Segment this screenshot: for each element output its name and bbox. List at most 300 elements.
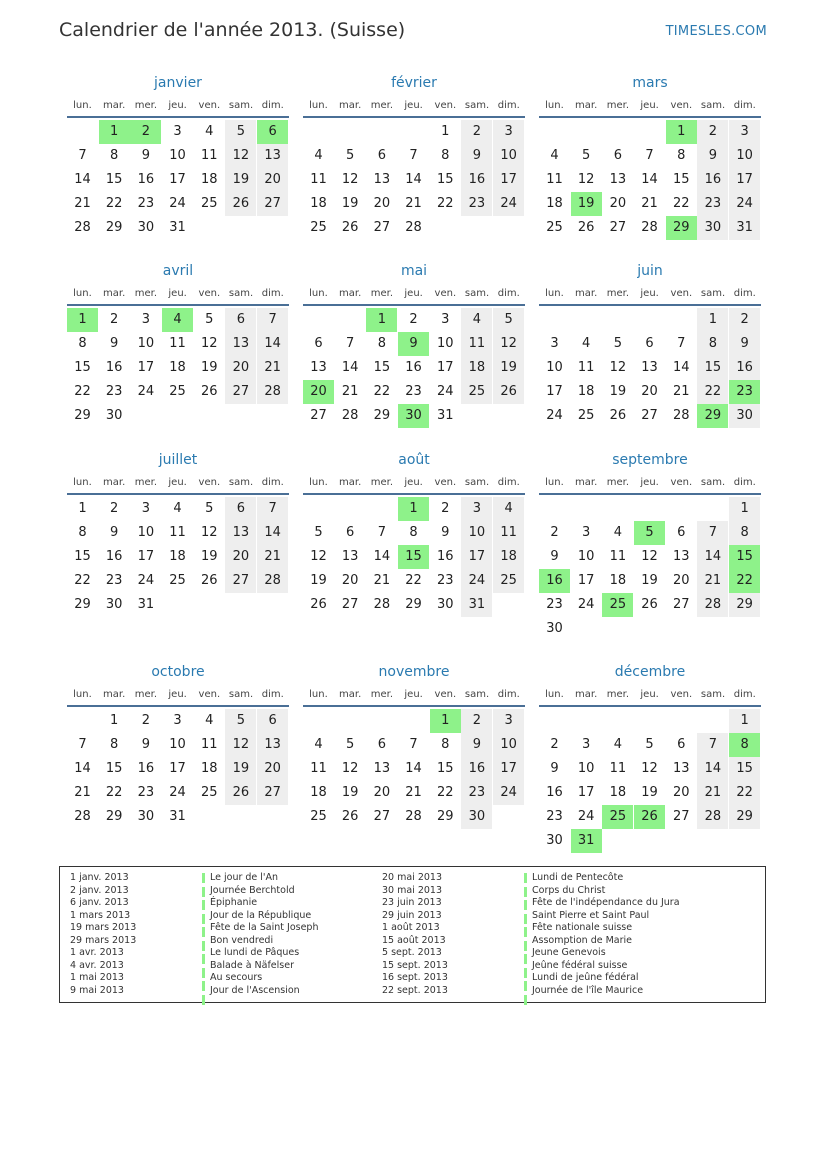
day-cell: 4	[314, 737, 323, 752]
day-cell: 6	[677, 525, 686, 540]
day-cell: 23	[405, 384, 422, 399]
day-cell: 28	[672, 408, 690, 423]
weekday-label: sam.	[700, 476, 726, 488]
month-name: août	[398, 452, 430, 468]
legend-date: 23 juin 2013	[382, 897, 442, 908]
day-cell: 5	[493, 308, 524, 332]
weekday-label: mar.	[103, 688, 126, 700]
legend-marker	[202, 873, 205, 886]
day-cell: 24	[729, 192, 760, 216]
brand-link[interactable]: TIMESLES.COM	[665, 24, 767, 39]
day-cell: 31	[137, 597, 155, 612]
day-cell: 15	[436, 172, 454, 187]
day-cell: 14	[405, 172, 422, 187]
legend-holiday-name: Jeune Genevois	[532, 947, 606, 958]
weekday-label: jeu.	[168, 287, 187, 299]
month-name: juillet	[158, 452, 198, 468]
legend-holiday-name: Bon vendredi	[210, 934, 274, 946]
day-cell: 17	[493, 168, 524, 192]
day-cell: 20	[303, 380, 334, 404]
weekday-label: jeu.	[168, 688, 187, 700]
day-cell: 15	[729, 545, 760, 569]
day-cell: 17	[169, 172, 186, 187]
day-cell: 2	[141, 713, 151, 728]
day-cell: 2	[461, 120, 492, 144]
weekday-label: ven.	[198, 476, 221, 488]
weekday-header	[67, 473, 289, 495]
day-cell: 24	[137, 384, 155, 399]
day-cell-empty	[634, 120, 665, 144]
month-name: mars	[632, 75, 668, 91]
day-grid	[67, 497, 289, 617]
weekday-label: sam.	[228, 688, 254, 700]
holiday-legend	[59, 866, 766, 1003]
day-cell: 14	[74, 172, 91, 187]
day-cell: 20	[257, 168, 288, 192]
month-6	[67, 450, 289, 617]
day-grid	[303, 120, 525, 240]
weekday-label: jeu.	[404, 476, 423, 488]
day-cell: 11	[577, 360, 595, 375]
day-cell: 16	[546, 785, 563, 800]
weekday-label: jeu.	[640, 688, 659, 700]
day-cell: 14	[405, 761, 422, 776]
day-cell: 16	[137, 172, 155, 187]
day-cell: 9	[550, 761, 559, 776]
day-cell: 8	[110, 148, 119, 163]
day-cell: 28	[373, 597, 391, 612]
day-cell: 26	[493, 380, 524, 404]
month-name: décembre	[614, 664, 686, 680]
weekday-label: ven.	[434, 99, 457, 111]
month-name: novembre	[378, 664, 450, 680]
day-cell: 23	[137, 196, 155, 211]
legend-holiday-name: Le jour de l'An	[210, 872, 279, 883]
day-cell: 15	[436, 761, 454, 776]
day-cell: 10	[169, 148, 186, 163]
legend-holiday-name: Fête de la Saint Joseph	[210, 922, 319, 933]
day-cell: 15	[672, 172, 690, 187]
day-cell: 6	[314, 336, 323, 351]
weekday-label: lun.	[309, 99, 328, 111]
legend-date: 16 sept. 2013	[382, 972, 448, 983]
day-cell: 25	[310, 220, 327, 235]
day-cell: 19	[493, 356, 524, 380]
legend-marker	[524, 981, 527, 994]
day-cell: 11	[546, 172, 563, 187]
day-cell-empty	[571, 308, 602, 332]
day-cell-empty	[303, 120, 334, 144]
day-cell: 3	[582, 737, 591, 752]
day-cell: 12	[641, 761, 658, 776]
day-cell: 31	[729, 216, 760, 240]
weekday-label: dim.	[261, 688, 284, 700]
month-name: mai	[400, 263, 428, 279]
weekday-label: lun.	[545, 476, 564, 488]
day-cell: 17	[546, 384, 563, 399]
day-cell: 29	[74, 597, 91, 612]
day-cell: 13	[257, 144, 288, 168]
weekday-header	[67, 96, 289, 118]
day-cell-empty	[602, 308, 633, 332]
day-cell: 11	[169, 336, 186, 351]
day-cell: 4	[613, 737, 623, 752]
day-cell: 23	[461, 192, 492, 216]
day-cell: 19	[200, 549, 218, 564]
legend-dates-left	[70, 872, 136, 997]
day-cell: 23	[137, 785, 155, 800]
day-cell: 25	[493, 569, 524, 593]
legend-date: 9 mai 2013	[70, 984, 124, 996]
day-cell: 6	[645, 336, 654, 351]
weekday-label: dim.	[733, 688, 756, 700]
day-cell: 19	[641, 785, 658, 800]
legend-marker	[524, 927, 527, 940]
day-cell: 18	[461, 356, 492, 380]
day-cell: 30	[729, 404, 760, 428]
month-3	[67, 261, 289, 428]
day-cell: 7	[697, 521, 728, 545]
weekday-label: lun.	[73, 99, 92, 111]
day-cell: 26	[200, 573, 218, 588]
day-cell-empty	[697, 709, 728, 733]
day-cell: 3	[550, 336, 559, 351]
day-cell: 6	[377, 737, 387, 752]
day-cell: 13	[341, 549, 359, 564]
day-cell: 5	[346, 737, 355, 752]
day-cell: 11	[493, 521, 524, 545]
day-cell: 8	[441, 737, 450, 752]
day-cell-empty	[366, 120, 397, 144]
weekday-header	[539, 284, 761, 306]
month-4	[303, 261, 525, 428]
weekday-header	[303, 96, 525, 118]
day-cell: 6	[613, 148, 623, 163]
day-cell: 18	[609, 573, 627, 588]
day-cell: 8	[441, 148, 450, 163]
day-cell: 17	[577, 573, 595, 588]
day-cell-empty	[335, 308, 366, 332]
page-title: Calendrier de l'année 2013. (Suisse)	[59, 19, 406, 41]
day-cell: 14	[373, 549, 391, 564]
day-cell: 24	[577, 597, 595, 612]
day-cell: 29	[373, 408, 391, 423]
day-cell: 21	[405, 196, 422, 211]
day-cell: 5	[613, 336, 623, 351]
day-cell: 18	[310, 196, 327, 211]
day-cell: 1	[430, 709, 461, 733]
legend-holiday-name: Jour de la République	[210, 909, 312, 921]
day-cell: 16	[729, 356, 760, 380]
day-cell: 19	[341, 196, 359, 211]
day-cell: 27	[373, 220, 391, 235]
legend-date: 1 mai 2013	[70, 972, 124, 983]
day-cell: 24	[461, 569, 492, 593]
legend-marker	[202, 887, 205, 900]
day-cell: 7	[645, 148, 654, 163]
day-cell: 9	[461, 733, 492, 757]
day-grid	[303, 308, 525, 428]
weekday-label: jeu.	[404, 287, 423, 299]
day-cell: 9	[461, 144, 492, 168]
day-cell: 3	[461, 497, 492, 521]
weekday-label: ven.	[670, 287, 693, 299]
day-cell: 12	[341, 172, 359, 187]
legend-holiday-name: Lundi de jeûne fédéral	[532, 972, 639, 983]
day-cell: 15	[398, 545, 429, 569]
legend-holiday-name: Lundi de Pentecôte	[532, 872, 624, 883]
day-cell: 18	[169, 360, 186, 375]
weekday-label: dim.	[497, 476, 520, 488]
day-cell: 8	[377, 336, 387, 351]
day-cell: 26	[200, 384, 218, 399]
day-cell: 1	[729, 497, 760, 521]
legend-date: 30 mai 2013	[382, 884, 443, 896]
legend-marker	[202, 900, 205, 913]
day-cell: 16	[405, 360, 422, 375]
day-cell: 21	[641, 196, 658, 211]
day-cell: 28	[341, 408, 359, 423]
weekday-label: mer.	[134, 688, 158, 700]
day-cell: 7	[409, 148, 418, 163]
day-cell: 29	[74, 408, 91, 423]
day-cell-empty	[335, 120, 366, 144]
day-cell: 2	[461, 709, 492, 733]
day-cell: 12	[341, 761, 359, 776]
legend-date: 4 avr. 2013	[70, 959, 124, 971]
legend-date: 15 sept. 2013	[382, 959, 448, 971]
day-cell: 11	[310, 761, 327, 776]
day-cell: 24	[493, 781, 524, 805]
day-cell-empty	[67, 120, 98, 144]
weekday-label: mer.	[606, 99, 630, 111]
legend-marker	[524, 900, 527, 913]
day-cell: 13	[672, 549, 690, 564]
weekday-label: dim.	[497, 287, 520, 299]
weekday-label: ven.	[670, 476, 693, 488]
day-cell: 16	[105, 360, 123, 375]
day-cell: 23	[461, 781, 492, 805]
weekday-label: ven.	[434, 476, 457, 488]
day-cell: 25	[577, 408, 595, 423]
weekday-label: dim.	[261, 287, 284, 299]
day-cell: 10	[436, 336, 454, 351]
legend-date: 1 août 2013	[382, 922, 440, 933]
day-cell: 27	[609, 220, 627, 235]
day-grid	[539, 497, 761, 641]
weekday-label: dim.	[261, 99, 284, 111]
day-cell: 31	[571, 829, 602, 853]
day-grid	[303, 497, 525, 617]
day-cell: 18	[200, 172, 218, 187]
weekday-label: jeu.	[404, 688, 423, 700]
legend-marker	[524, 954, 527, 967]
legend-marker	[202, 981, 205, 994]
day-cell: 22	[436, 785, 454, 800]
day-cell: 12	[641, 549, 658, 564]
day-grid	[539, 709, 761, 853]
day-cell: 20	[257, 757, 288, 781]
day-cell: 10	[546, 360, 563, 375]
day-cell: 23	[436, 573, 454, 588]
day-cell: 2	[110, 312, 119, 327]
day-cell: 13	[373, 761, 391, 776]
day-cell: 6	[346, 525, 355, 540]
day-cell: 3	[441, 312, 450, 327]
day-cell: 30	[697, 216, 728, 240]
day-cell: 17	[493, 757, 524, 781]
day-cell: 27	[310, 408, 327, 423]
weekday-header	[303, 685, 525, 707]
day-cell: 7	[257, 308, 288, 332]
day-grid	[67, 709, 289, 829]
weekday-label: mer.	[134, 476, 158, 488]
day-cell: 23	[729, 380, 760, 404]
day-cell-empty	[666, 497, 697, 521]
legend-date: 5 sept. 2013	[382, 947, 442, 958]
weekday-label: ven.	[670, 688, 693, 700]
day-cell: 25	[310, 809, 327, 824]
day-cell-empty	[634, 709, 665, 733]
day-cell: 9	[441, 525, 450, 540]
day-cell: 1	[99, 120, 130, 144]
day-cell: 29	[729, 805, 760, 829]
day-cell: 12	[577, 172, 595, 187]
day-cell-empty	[571, 709, 602, 733]
day-cell: 29	[729, 593, 760, 617]
legend-marker	[524, 873, 527, 886]
day-cell: 24	[137, 573, 155, 588]
weekday-label: ven.	[434, 688, 457, 700]
legend-marker	[524, 941, 527, 954]
weekday-label: ven.	[198, 688, 221, 700]
legend-holiday-name: Assomption de Marie	[532, 934, 633, 946]
day-cell: 17	[729, 168, 760, 192]
legend-holiday-name: Épiphanie	[210, 897, 258, 908]
legend-marker	[524, 968, 527, 981]
day-cell-empty	[666, 709, 697, 733]
legend-markers-left	[202, 872, 205, 1007]
day-cell: 13	[641, 360, 658, 375]
day-cell: 14	[641, 172, 658, 187]
legend-date: 1 janv. 2013	[70, 872, 129, 883]
day-cell: 15	[373, 360, 391, 375]
day-cell: 7	[78, 737, 87, 752]
day-cell: 19	[641, 573, 658, 588]
day-cell: 26	[341, 809, 359, 824]
day-cell: 28	[257, 569, 288, 593]
day-grid	[67, 308, 289, 428]
day-cell: 16	[539, 569, 570, 593]
legend-holiday-name: Fête de l'indépendance du Jura	[532, 897, 680, 908]
weekday-label: jeu.	[404, 99, 423, 111]
day-cell-empty	[303, 308, 334, 332]
day-cell: 19	[225, 757, 256, 781]
weekday-label: lun.	[73, 287, 92, 299]
day-cell: 1	[729, 709, 760, 733]
day-cell: 8	[697, 332, 728, 356]
day-cell: 18	[200, 761, 218, 776]
day-cell: 26	[577, 220, 595, 235]
day-cell: 8	[110, 737, 119, 752]
day-cell: 16	[436, 549, 454, 564]
day-cell: 26	[341, 220, 359, 235]
day-cell: 15	[74, 549, 91, 564]
day-cell: 5	[205, 312, 214, 327]
weekday-label: dim.	[497, 688, 520, 700]
day-cell: 13	[310, 360, 327, 375]
day-cell: 25	[200, 196, 218, 211]
weekday-label: dim.	[261, 476, 284, 488]
day-cell: 9	[110, 525, 119, 540]
day-cell-empty	[366, 497, 397, 521]
day-cell: 1	[697, 308, 728, 332]
day-cell: 10	[169, 737, 186, 752]
legend-holiday-name: Fête nationale suisse	[532, 922, 633, 933]
day-cell: 3	[173, 124, 182, 139]
legend-holiday-name: Balade à Näfelser	[210, 959, 294, 971]
day-cell: 13	[373, 172, 391, 187]
day-cell: 4	[205, 713, 214, 728]
legend-holiday-name: Au secours	[210, 972, 263, 983]
day-cell: 21	[341, 384, 359, 399]
day-cell: 30	[105, 597, 123, 612]
day-cell-empty	[697, 497, 728, 521]
weekday-label: sam.	[700, 99, 726, 111]
day-cell: 11	[200, 737, 218, 752]
day-cell: 30	[546, 833, 563, 848]
day-cell: 5	[225, 120, 256, 144]
day-cell: 15	[105, 761, 123, 776]
weekday-label: jeu.	[168, 99, 187, 111]
day-cell: 23	[697, 192, 728, 216]
legend-markers-right	[524, 872, 527, 1007]
day-cell: 25	[169, 384, 186, 399]
day-cell: 27	[225, 569, 256, 593]
day-cell: 29	[666, 216, 697, 240]
legend-holiday-name: Jeûne fédéral suisse	[532, 959, 628, 971]
day-cell: 29	[697, 404, 728, 428]
day-cell: 17	[137, 360, 155, 375]
day-cell-empty	[571, 120, 602, 144]
weekday-label: dim.	[497, 99, 520, 111]
day-cell: 1	[666, 120, 697, 144]
day-cell: 4	[314, 148, 323, 163]
day-cell: 25	[461, 380, 492, 404]
day-cell: 10	[461, 521, 492, 545]
weekday-label: lun.	[545, 287, 564, 299]
day-cell: 2	[441, 501, 450, 516]
month-name: avril	[162, 263, 194, 279]
legend-date: 29 mars 2013	[70, 934, 137, 946]
day-cell: 9	[110, 336, 119, 351]
day-cell: 3	[173, 713, 182, 728]
legend-date: 2 janv. 2013	[70, 884, 129, 896]
day-cell: 14	[257, 332, 288, 356]
day-cell: 5	[225, 709, 256, 733]
day-cell-empty	[335, 497, 366, 521]
day-cell: 4	[613, 525, 623, 540]
day-cell: 14	[257, 521, 288, 545]
legend-date: 1 mars 2013	[70, 909, 131, 921]
day-cell: 29	[405, 597, 422, 612]
day-cell: 23	[105, 573, 123, 588]
legend-marker	[202, 941, 205, 954]
month-11	[539, 662, 761, 853]
weekday-label: sam.	[228, 287, 254, 299]
day-cell-empty	[366, 709, 397, 733]
day-cell: 24	[169, 196, 186, 211]
